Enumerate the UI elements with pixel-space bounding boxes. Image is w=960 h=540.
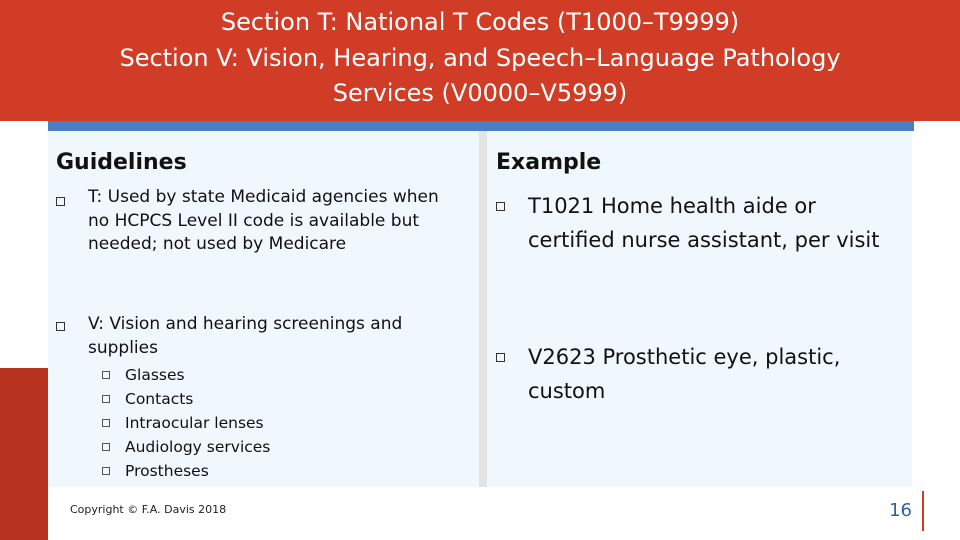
title-banner [0, 0, 960, 121]
bullet-icon [496, 202, 505, 211]
guidelines-heading: Guidelines [56, 150, 187, 175]
sub-bullet-icon [102, 371, 110, 379]
example-panel [487, 131, 912, 487]
footer-accent-line [922, 491, 924, 531]
bullet-icon [56, 197, 65, 206]
example-item-v2623: V2623 Prosthetic eye, plastic, custom [528, 345, 841, 403]
left-accent-bar [0, 368, 48, 540]
guideline-item-v: V: Vision and hearing screenings and supplies [88, 314, 403, 358]
sub-bullet-icon [102, 395, 110, 403]
sub-item-intraocular: Intraocular lenses [125, 414, 264, 432]
sub-item-audiology: Audiology services [125, 438, 271, 456]
panel-separator [479, 131, 487, 487]
example-heading: Example [496, 150, 602, 175]
page-number: 16 [889, 500, 912, 521]
copyright-text: Copyright © F.A. Davis 2018 [70, 503, 227, 516]
example-item-t1021: T1021 Home health aide or certified nurse assistant, per visit [528, 194, 880, 252]
sub-item-glasses: Glasses [125, 366, 185, 384]
accent-divider-bar [48, 121, 914, 131]
sub-bullet-icon [102, 467, 110, 475]
sub-bullet-icon [102, 419, 110, 427]
slide-title-line-3: Services (V0000–V5999) [332, 79, 628, 107]
sub-item-contacts: Contacts [125, 390, 194, 408]
slide-title-line-1: Section T: National T Codes (T1000–T9999) [220, 8, 740, 36]
bullet-icon [56, 322, 65, 331]
slide-title-line-2: Section V: Vision, Hearing, and Speech–Language Pathology [119, 44, 841, 72]
bullet-icon [496, 353, 505, 362]
guideline-item-t: T: Used by state Medicaid agencies when no HCPCS Level II code is available but needed; not used by Medicare [88, 187, 439, 254]
sub-bullet-icon [102, 443, 110, 451]
sub-item-prostheses: Prostheses [125, 462, 209, 480]
